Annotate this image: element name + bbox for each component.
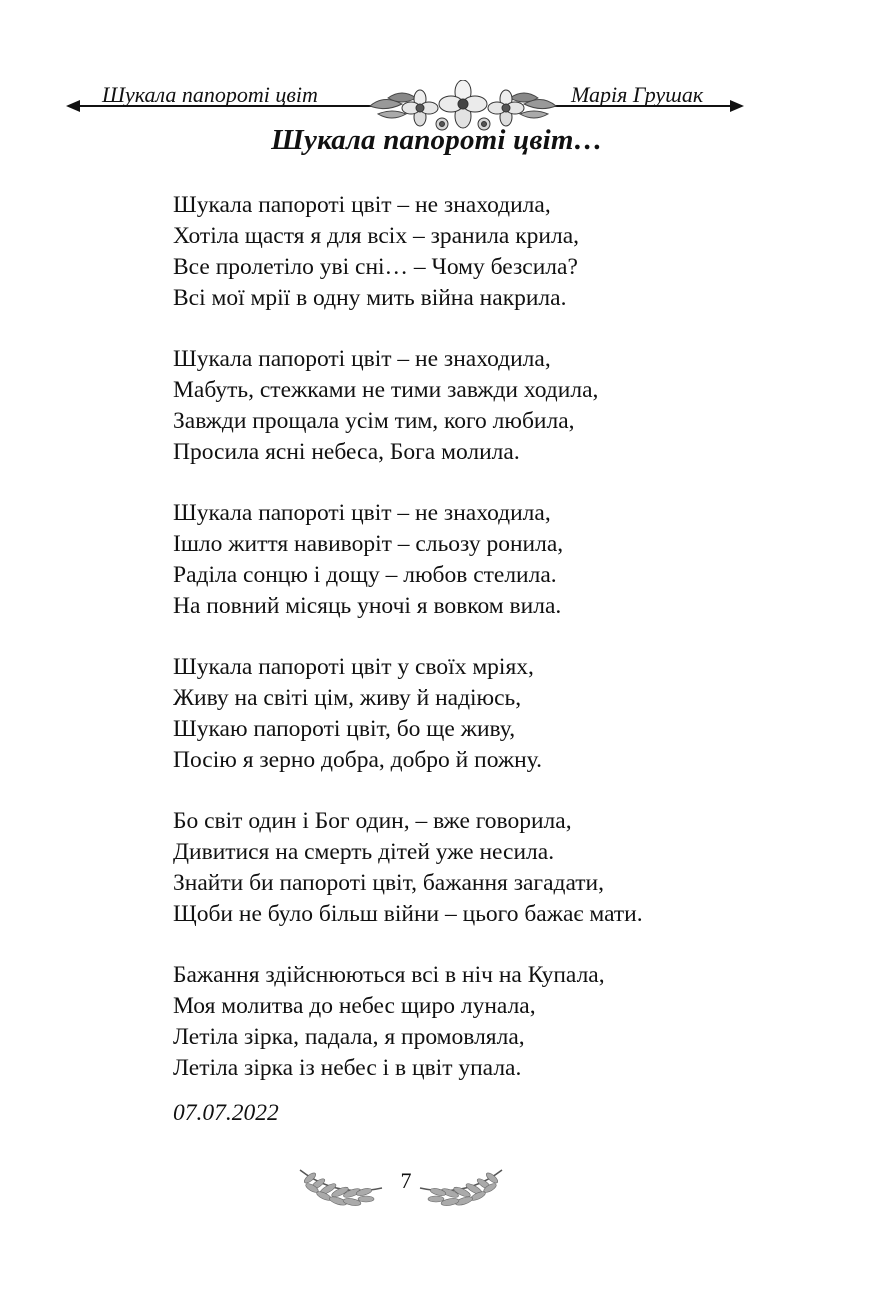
- poem-line: Ішло життя навиворіт – сльозу ронила,: [173, 531, 564, 557]
- fern-leaf-icon: [420, 1170, 502, 1207]
- poem-line: Щоби не було більш війни – цього бажає мати.: [173, 901, 643, 927]
- stanza: [173, 498, 643, 622]
- poem-line: Знайти би папороті цвіт, бажання загадати,: [173, 870, 604, 896]
- poem-line: Посію я зерно добра, добро й пожну.: [173, 747, 542, 773]
- fern-leaf-icon: [300, 1170, 382, 1207]
- poem-line: Завжди прощала усім тим, кого любила,: [173, 408, 575, 434]
- page-number: 7: [400, 1168, 412, 1193]
- poem-date: 07.07.2022: [173, 1100, 279, 1126]
- stanza: [173, 652, 643, 776]
- poem-line: Летіла зірка, падала, я промовляла,: [173, 1024, 525, 1050]
- poem-line: Живу на світі цім, живу й надіюсь,: [173, 685, 522, 711]
- poem-line: Летіла зірка із небес і в цвіт упала.: [173, 1055, 522, 1081]
- poem-line: На повний місяць уночі я вовком вила.: [173, 593, 562, 619]
- stanza: [173, 960, 643, 1084]
- poem-line: Шукаю папороті цвіт, бо ще живу,: [173, 716, 516, 742]
- poem-line: Бо світ один і Бог один, – вже говорила,: [173, 808, 572, 834]
- poem-line: Моя молитва до небес щиро лунала,: [173, 993, 536, 1019]
- poem-line: Мабуть, стежками не тими завжди ходила,: [173, 377, 599, 403]
- poem-title: Шукала папороті цвіт…: [271, 124, 603, 156]
- stanza: [173, 806, 643, 930]
- poem-line: Бажання здійснюються всі в ніч на Купала,: [173, 962, 605, 988]
- poem-body: [173, 190, 643, 1114]
- poem-line: Раділа сонцю і дощу – любов стелила.: [173, 562, 557, 588]
- poem-line: Дивитися на смерть дітей уже несила.: [173, 839, 555, 865]
- header-book-title: Шукала папороті цвіт: [102, 82, 318, 107]
- poem-line: Хотіла щастя я для всіх – зранила крила,: [173, 223, 580, 249]
- poem-line: Шукала папороті цвіт – не знаходила,: [173, 192, 551, 218]
- poem-line: Шукала папороті цвіт у своїх мріях,: [173, 654, 534, 680]
- poem-line: Шукала папороті цвіт – не знаходила,: [173, 346, 551, 372]
- poem-line: Всі мої мрії в одну мить війна накрила.: [173, 285, 567, 311]
- stanza: [173, 344, 643, 468]
- header-author: Марія Грушак: [571, 82, 704, 107]
- stanza: [173, 190, 643, 314]
- poem-line: Все пролетіло уві сні… – Чому безсила?: [173, 254, 578, 280]
- poem-line: Шукала папороті цвіт – не знаходила,: [173, 500, 551, 526]
- poem-line: Просила ясні небеса, Бога молила.: [173, 439, 520, 465]
